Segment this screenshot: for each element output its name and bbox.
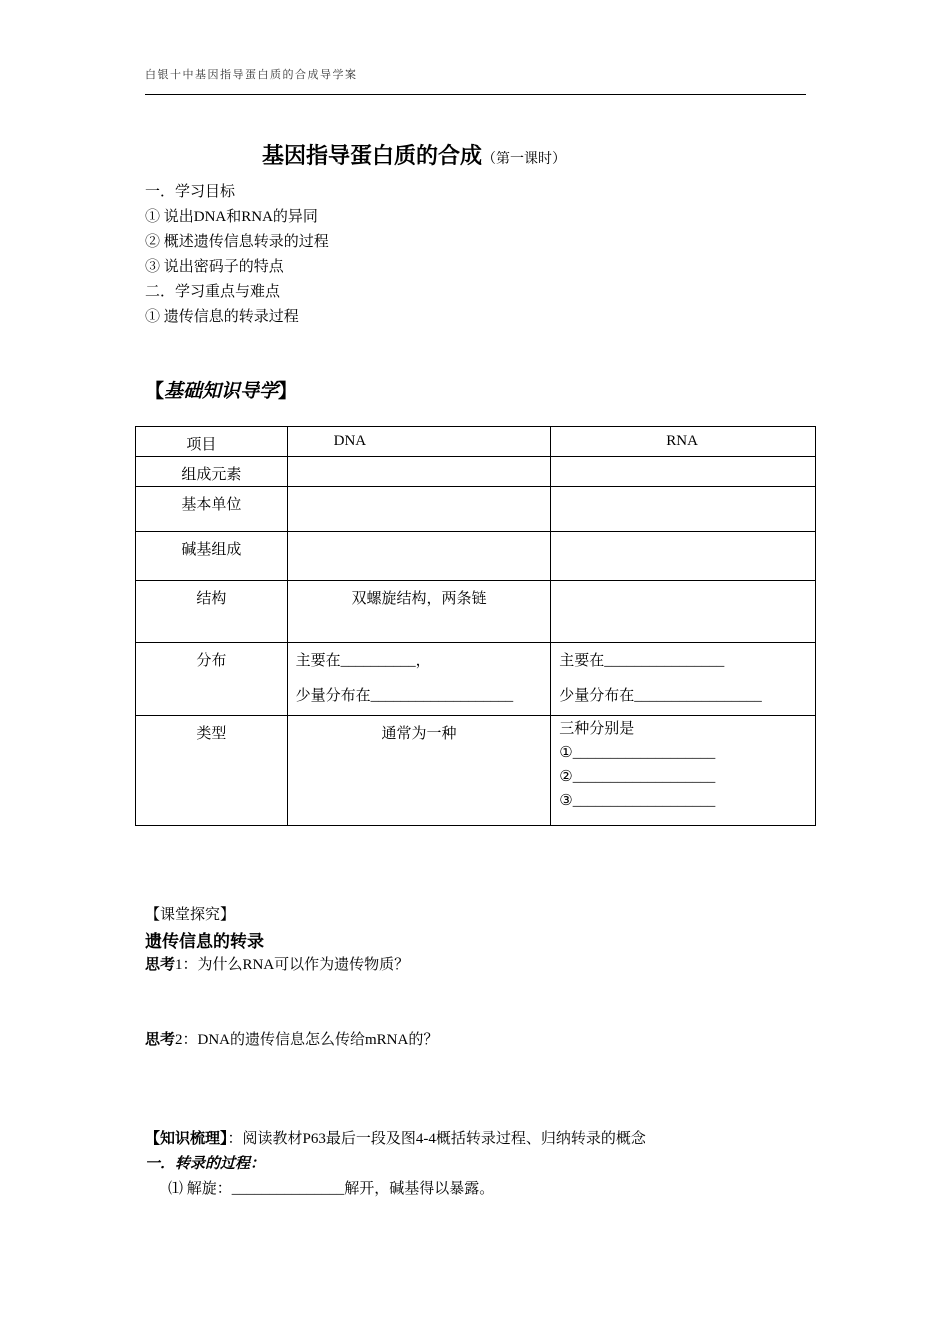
goals-heading: 一．学习目标 — [145, 184, 236, 200]
explore-subtitle: 遗传信息的转录 — [145, 932, 264, 952]
table-row — [136, 487, 816, 532]
cell-rna-types — [551, 716, 816, 826]
header-rna: RNA — [551, 427, 816, 457]
rna-distribution-minor: 少量分布在_________________ — [559, 688, 762, 704]
knowledge-text: ：阅读教材P63最后一段及图4-4概括转录过程、归纳转录的概念 — [227, 1131, 646, 1147]
explore-heading: 【课堂探究】 — [145, 907, 236, 923]
row-label-elements: 组成元素 — [136, 457, 288, 487]
knowledge-heading: 【知识梳理】 — [145, 1131, 228, 1147]
rna-type-2: ②___________________ — [559, 769, 716, 785]
question-2 — [145, 1028, 438, 1049]
dna-distribution-main: 主要在__________， — [295, 653, 431, 669]
row-label-bases: 碱基组成 — [136, 532, 288, 581]
table-row — [136, 532, 816, 581]
table-header-row — [136, 427, 816, 457]
title-main: 基因指导蛋白质的合成 — [262, 144, 483, 169]
question-2-label: 思考 — [145, 1032, 176, 1048]
question-2-text: 2：DNA的遗传信息怎么传给mRNA的？ — [175, 1032, 439, 1048]
goal-item-2: ② 概述遗传信息转录的过程 — [145, 234, 329, 250]
transcription-step-1: ⑴ 解旋：_______________解开，碱基得以暴露。 — [168, 1181, 495, 1197]
keypoints-heading: 二．学习重点与难点 — [145, 284, 281, 300]
rna-type-3: ③___________________ — [559, 793, 716, 809]
basics-title-text: 基础知识导学 — [164, 381, 279, 402]
goal-item-1: ① 说出DNA和RNA的异同 — [145, 209, 318, 225]
goal-item-3: ③ 说出密码子的特点 — [145, 259, 284, 275]
cell-dna-types: 通常为一种 — [287, 716, 551, 826]
cell-rna-distribution — [551, 643, 816, 716]
title-sub: （第一课时） — [482, 152, 567, 167]
row-label-structure: 结构 — [136, 581, 288, 643]
row-label-unit: 基本单位 — [136, 487, 288, 532]
cell-dna-bases — [287, 532, 551, 581]
bracket-close: 】 — [278, 381, 298, 402]
document-header: 白银十中基因指导蛋白质的合成导学案 — [145, 69, 358, 81]
cell-dna-unit — [287, 487, 551, 532]
cell-dna-distribution — [287, 643, 551, 716]
comparison-table — [135, 426, 816, 826]
cell-rna-elements — [551, 457, 816, 487]
bracket-open: 【 — [145, 381, 165, 402]
row-label-types: 类型 — [136, 716, 288, 826]
cell-dna-structure: 双螺旋结构，两条链 — [287, 581, 551, 643]
rna-types-heading: 三种分别是 — [559, 721, 635, 737]
cell-rna-bases — [551, 532, 816, 581]
header-divider — [145, 94, 806, 95]
table-row — [136, 716, 816, 826]
cell-dna-elements — [287, 457, 551, 487]
knowledge-line — [145, 1127, 646, 1148]
table-row — [136, 581, 816, 643]
question-1-text: 1：为什么RNA可以作为遗传物质？ — [175, 957, 410, 973]
page-title — [262, 139, 566, 170]
table-row — [136, 457, 816, 487]
basics-section-title — [145, 376, 297, 403]
question-1-label: 思考 — [145, 957, 176, 973]
dna-distribution-minor: 少量分布在___________________ — [295, 688, 514, 704]
rna-type-1: ①___________________ — [559, 745, 716, 761]
row-label-distribution: 分布 — [136, 643, 288, 716]
header-dna: DNA — [287, 427, 551, 457]
rna-distribution-main: 主要在________________ — [559, 653, 725, 669]
header-item: 项目 — [136, 427, 288, 457]
cell-rna-structure — [551, 581, 816, 643]
question-1 — [145, 953, 409, 974]
cell-rna-unit — [551, 487, 816, 532]
transcription-section-title: 一．转录的过程： — [145, 1156, 266, 1172]
table-row — [136, 643, 816, 716]
keypoint-item-1: ① 遗传信息的转录过程 — [145, 309, 299, 325]
